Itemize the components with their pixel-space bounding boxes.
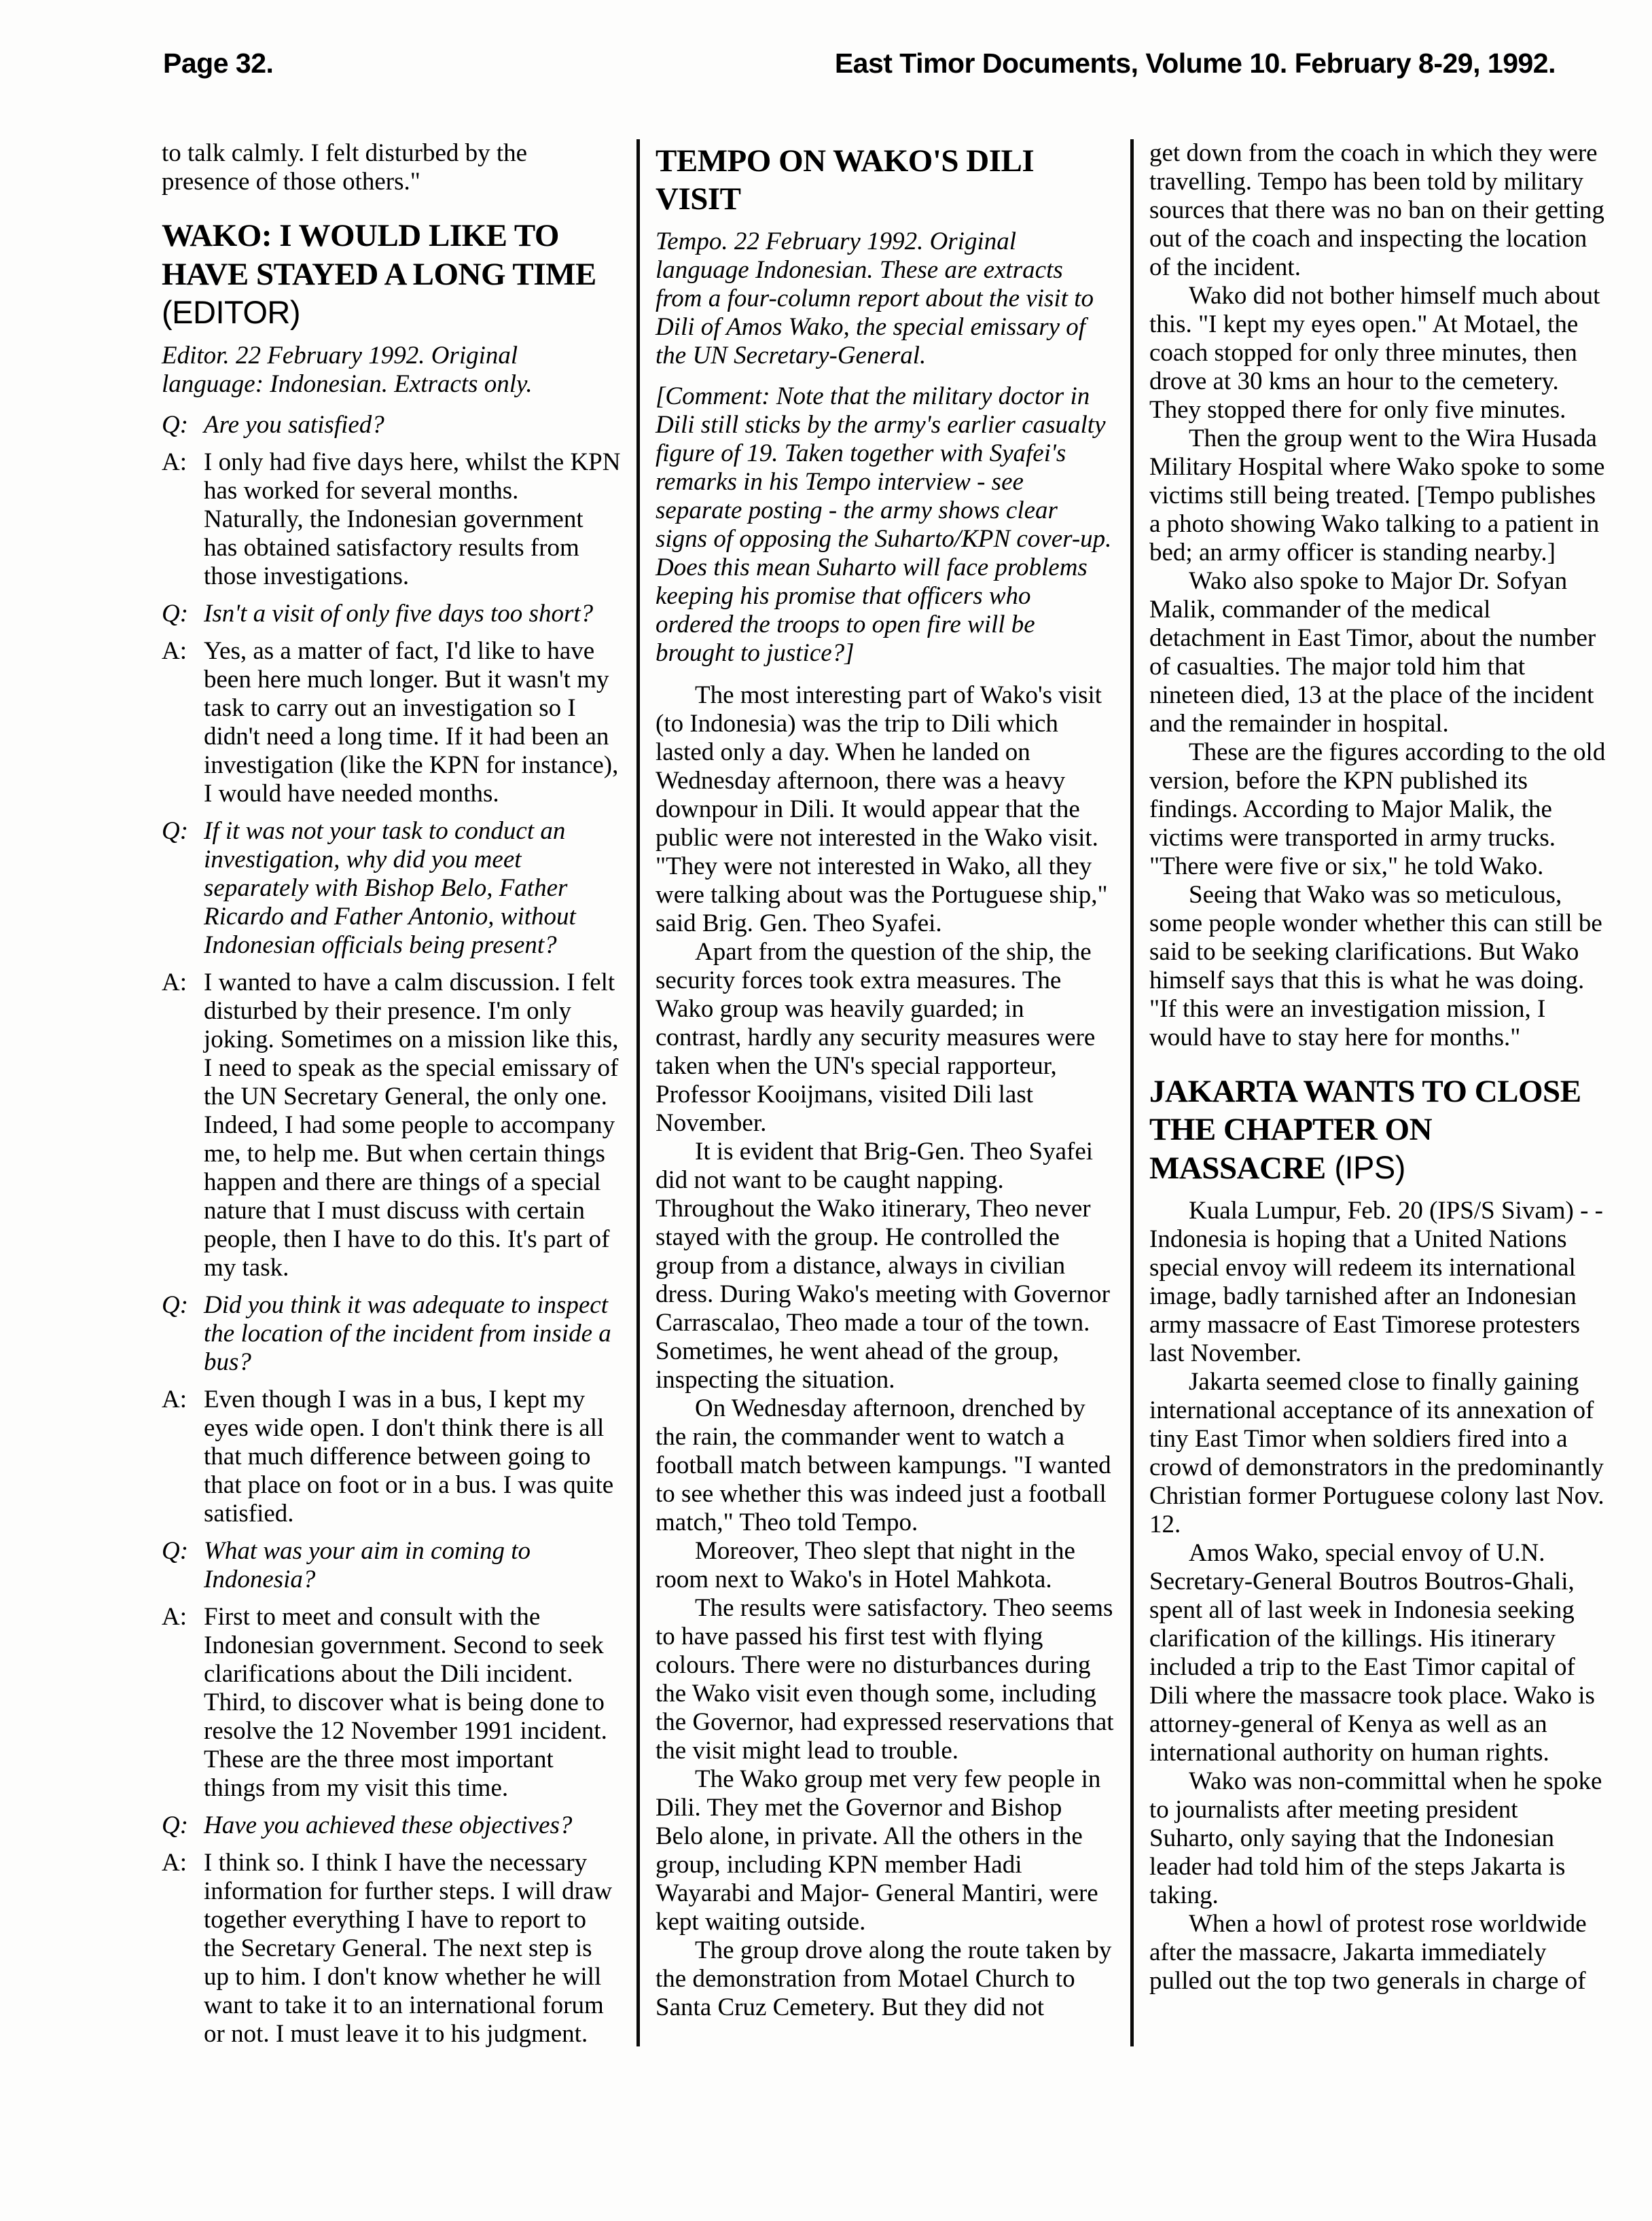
column-center (656, 139, 1115, 2048)
paragraph: Wako also spoke to Major Dr. Sofyan Malik, commander of the medical detachment in East Timor, about the number of casualties. The major told him that nineteen died, 13 at the place of the incident and the remainder in hospital. (1149, 567, 1596, 738)
paragraph: Then the group went to the Wira Husada Military Hospital where Wako spoke to some victims still being treated. [Tempo publishes a photo showing Wako talking to a patient in bed; an army officer is standing nearby.] (1149, 425, 1605, 566)
paragraph: The group drove along the route taken by the demonstration from Motael Church to Santa Cruz Cemetery. But they did not (656, 1936, 1112, 2021)
answer-item (162, 1386, 621, 1528)
section-heading-text: TEMPO ON WAKO'S DILI VISIT (656, 143, 1035, 217)
volume-title: East Timor Documents, Volume 10. February 8-29, 1992. (834, 48, 1556, 79)
paragraph: get down from the coach in which they were travelling. Tempo has been told by military sources that there was no ban on their getting out of the coach and inspecting the location of the incident. (1149, 139, 1604, 281)
paragraph: The Wako group met very few people in Dili. They met the Governor and Bishop Belo alone, in private. All the others in the group, including KPN member Hadi Wayarabi and Major- General Mantiri, were kept waiting outside. (656, 1765, 1101, 1936)
answer-item (162, 969, 621, 1282)
paragraph: On Wednesday afternoon, drenched by the rain, the commander went to watch a football match between kampungs. "I wanted to see whether this was indeed just a football match," Theo told Tempo. (656, 1394, 1111, 1536)
column-divider (636, 139, 640, 2046)
qa-label: A: (162, 1849, 187, 1877)
answer-item (162, 1849, 621, 2048)
editor-comment: [Comment: Note that the military doctor in Dili still sticks by the army's earlier casualty figure of 19. Taken together with Syafei's remarks in his Tempo interview - see separate posting - the army shows clear signs of opposing the Suharto/KPN cover-up. Does this mean Suharto will face problems keeping his promise that officers who ordered the troops to open fire will be brought to justice?] (656, 382, 1112, 667)
section-heading-tag: (IPS) (1325, 1149, 1405, 1185)
qa-text: Did you think it was adequate to inspect the location of the incident from inside a bus? (204, 1291, 611, 1376)
section-heading-text: JAKARTA WANTS TO CLOSE THE CHAPTER ON MASSACRE (1149, 1074, 1581, 1186)
qa-text: Isn't a visit of only five days too short? (204, 600, 594, 628)
qa-label: A: (162, 1603, 187, 1631)
paragraph: Seeing that Wako was so meticulous, some people wonder whether this can still be said to be seeking clarifications. But Wako himself says that this is what he was doing. "If this were an investigation mission, I would have to stay here for months." (1149, 881, 1602, 1051)
question-item (162, 600, 621, 628)
paragraph: to talk calmly. I felt disturbed by the presence of those others." (162, 139, 528, 196)
qa-label: Q: (162, 1291, 189, 1319)
qa-text: If it was not your task to conduct an investigation, why did you meet separately with Bishop Belo, Father Ricardo and Father Antonio, without Indonesian officials being present? (204, 817, 576, 959)
question-item (162, 1291, 621, 1377)
qa-label: Q: (162, 411, 189, 439)
source-line: Tempo. 22 February 1992. Original language Indonesian. These are extracts from a four-column report about the visit to Dili of Amos Wako, the special emissary of the UN Secretary-General. (656, 228, 1094, 369)
question-item (162, 1537, 621, 1594)
qa-label: A: (162, 969, 187, 996)
section-heading (1149, 1072, 1609, 1187)
paragraph: When a howl of protest rose worldwide after the massacre, Jakarta immediately pulled out the top two generals in charge of (1149, 1910, 1587, 1995)
paragraph: Wako was non-committal when he spoke to journalists after meeting president Suharto, only saying that the Indonesian leader had told him of the steps Jakarta is taking. (1149, 1767, 1602, 1909)
qa-text: Are you satisfied? (204, 411, 384, 439)
paragraph: The most interesting part of Wako's visit (to Indonesia) was the trip to Dili which lasted only a day. When he landed on Wednesday afternoon, there was a heavy downpour in Dili. It would appear that the public were not interested in the Wako visit. "They were not interested in Wako, all they were talking about was the Portuguese ship," said Brig. Gen. Theo Syafei. (656, 681, 1108, 937)
column-divider (1130, 139, 1134, 2046)
page-header (163, 48, 1556, 79)
qa-label: A: (162, 448, 187, 476)
answer-item (162, 1603, 621, 1803)
paragraph: Apart from the question of the ship, the security forces took extra measures. The Wako group was heavily guarded; in contrast, hardly any security measures were taken when the UN's special rapporteur, Professor Kooijmans, visited Dili last November. (656, 938, 1096, 1137)
section-heading-tag: (EDITOR) (162, 294, 301, 330)
columns (162, 139, 1610, 2048)
qa-label: A: (162, 1386, 187, 1413)
answer-item (162, 448, 621, 591)
paragraph: It is evident that Brig-Gen. Theo Syafei did not want to be caught napping. Throughout the Wako itinerary, Theo never stayed with the group. He controlled the group from a distance, always in civilian dress. During Wako's meeting with Governor Carrascalao, Theo made a tour of the town. Sometimes, he went ahead of the group, inspecting the situation. (656, 1138, 1110, 1394)
qa-label: Q: (162, 600, 189, 628)
qa-text: First to meet and consult with the Indonesian government. Second to seek clarifications about the Dili incident. Third, to discover what is being done to resolve the 12 November 1991 incident. These are the three most important things from my visit this time. (204, 1603, 607, 1802)
qa-label: Q: (162, 817, 189, 845)
qa-text: What was your aim in coming to Indonesia? (204, 1537, 531, 1593)
section-heading (162, 217, 621, 332)
answer-item (162, 637, 621, 808)
column-right (1149, 139, 1609, 2048)
qa-label: Q: (162, 1537, 189, 1565)
paragraph: The results were satisfactory. Theo seems to have passed his first test with flying colours. There were no disturbances during the Wako visit even though some, including the Governor, had expressed reservations that the visit might lead to trouble. (656, 1594, 1114, 1765)
source-line: Editor. 22 February 1992. Original language: Indonesian. Extracts only. (162, 342, 533, 398)
qa-label: A: (162, 637, 187, 665)
qa-text: I think so. I think I have the necessary information for further steps. I will draw together everything I have to report to the Secretary General. The next step is up to him. I don't know whether he will want to take it to an international forum or not. I must leave it to his judgment. (204, 1849, 613, 2048)
qa-label: Q: (162, 1811, 189, 1839)
question-item (162, 1811, 621, 1840)
column-left (162, 139, 621, 2048)
paragraph: Amos Wako, special envoy of U.N. Secretary-General Boutros Boutros-Ghali, spent all of last week in Indonesia seeking clarification of the killings. His itinerary included a trip to the East Timor capital of Dili where the massacre took place. Wako is attorney-general of Kenya as well as an international authority on human rights. (1149, 1539, 1595, 1767)
qa-text: I wanted to have a calm discussion. I felt disturbed by their presence. I'm only joking. Sometimes on a mission like this, I need to speak as the special emissary of the UN Secretary General, the only one. Indeed, I had some people to accompany me, to help me. But when certain things happen and there are things of a special nature that I must discuss with certain people, then I have to do this. It's part of my task. (204, 969, 619, 1282)
paragraph: Moreover, Theo slept that night in the room next to Wako's in Hotel Mahkota. (656, 1537, 1075, 1593)
question-item (162, 411, 621, 439)
question-item (162, 817, 621, 960)
paragraph: Wako did not bother himself much about this. "I kept my eyes open." At Motael, the coach stopped for only three minutes, then drove at 30 kms an hour to the cemetery. They stopped there for only five minutes. (1149, 282, 1600, 424)
paragraph: Kuala Lumpur, Feb. 20 (IPS/S Sivam) - - Indonesia is hoping that a United Nations special envoy will redeem its international image, badly tarnished after an Indonesian army massacre of East Timorese protesters last November. (1149, 1197, 1603, 1367)
qa-text: Have you achieved these objectives? (204, 1811, 573, 1839)
qa-text: I only had five days here, whilst the KPN has worked for several months. Naturally, the Indonesian government has obtained satisfactory results from those investigations. (204, 448, 621, 590)
section-heading-text: WAKO: I WOULD LIKE TO HAVE STAYED A LONG TIME (162, 218, 596, 292)
section-heading (656, 142, 1115, 218)
page-number: Page 32. (163, 48, 274, 79)
paragraph: Jakarta seemed close to finally gaining international acceptance of its annexation of tiny East Timor when soldiers fired into a crowd of demonstrators in the predominantly Christian former Portuguese colony last Nov. 12. (1149, 1368, 1604, 1538)
paragraph: These are the figures according to the old version, before the KPN published its findings. According to Major Malik, the victims were transported in army trucks. "There were five or six," he told Wako. (1149, 738, 1606, 880)
qa-text: Yes, as a matter of fact, I'd like to have been here much longer. But it wasn't my task to carry out an investigation so I didn't need a long time. If it had been an investigation (like the KPN for instance), I would have needed months. (204, 637, 619, 808)
qa-text: Even though I was in a bus, I kept my eyes wide open. I don't think there is all that much difference between going to that place on foot or in a bus. I was quite satisfied. (204, 1386, 614, 1528)
